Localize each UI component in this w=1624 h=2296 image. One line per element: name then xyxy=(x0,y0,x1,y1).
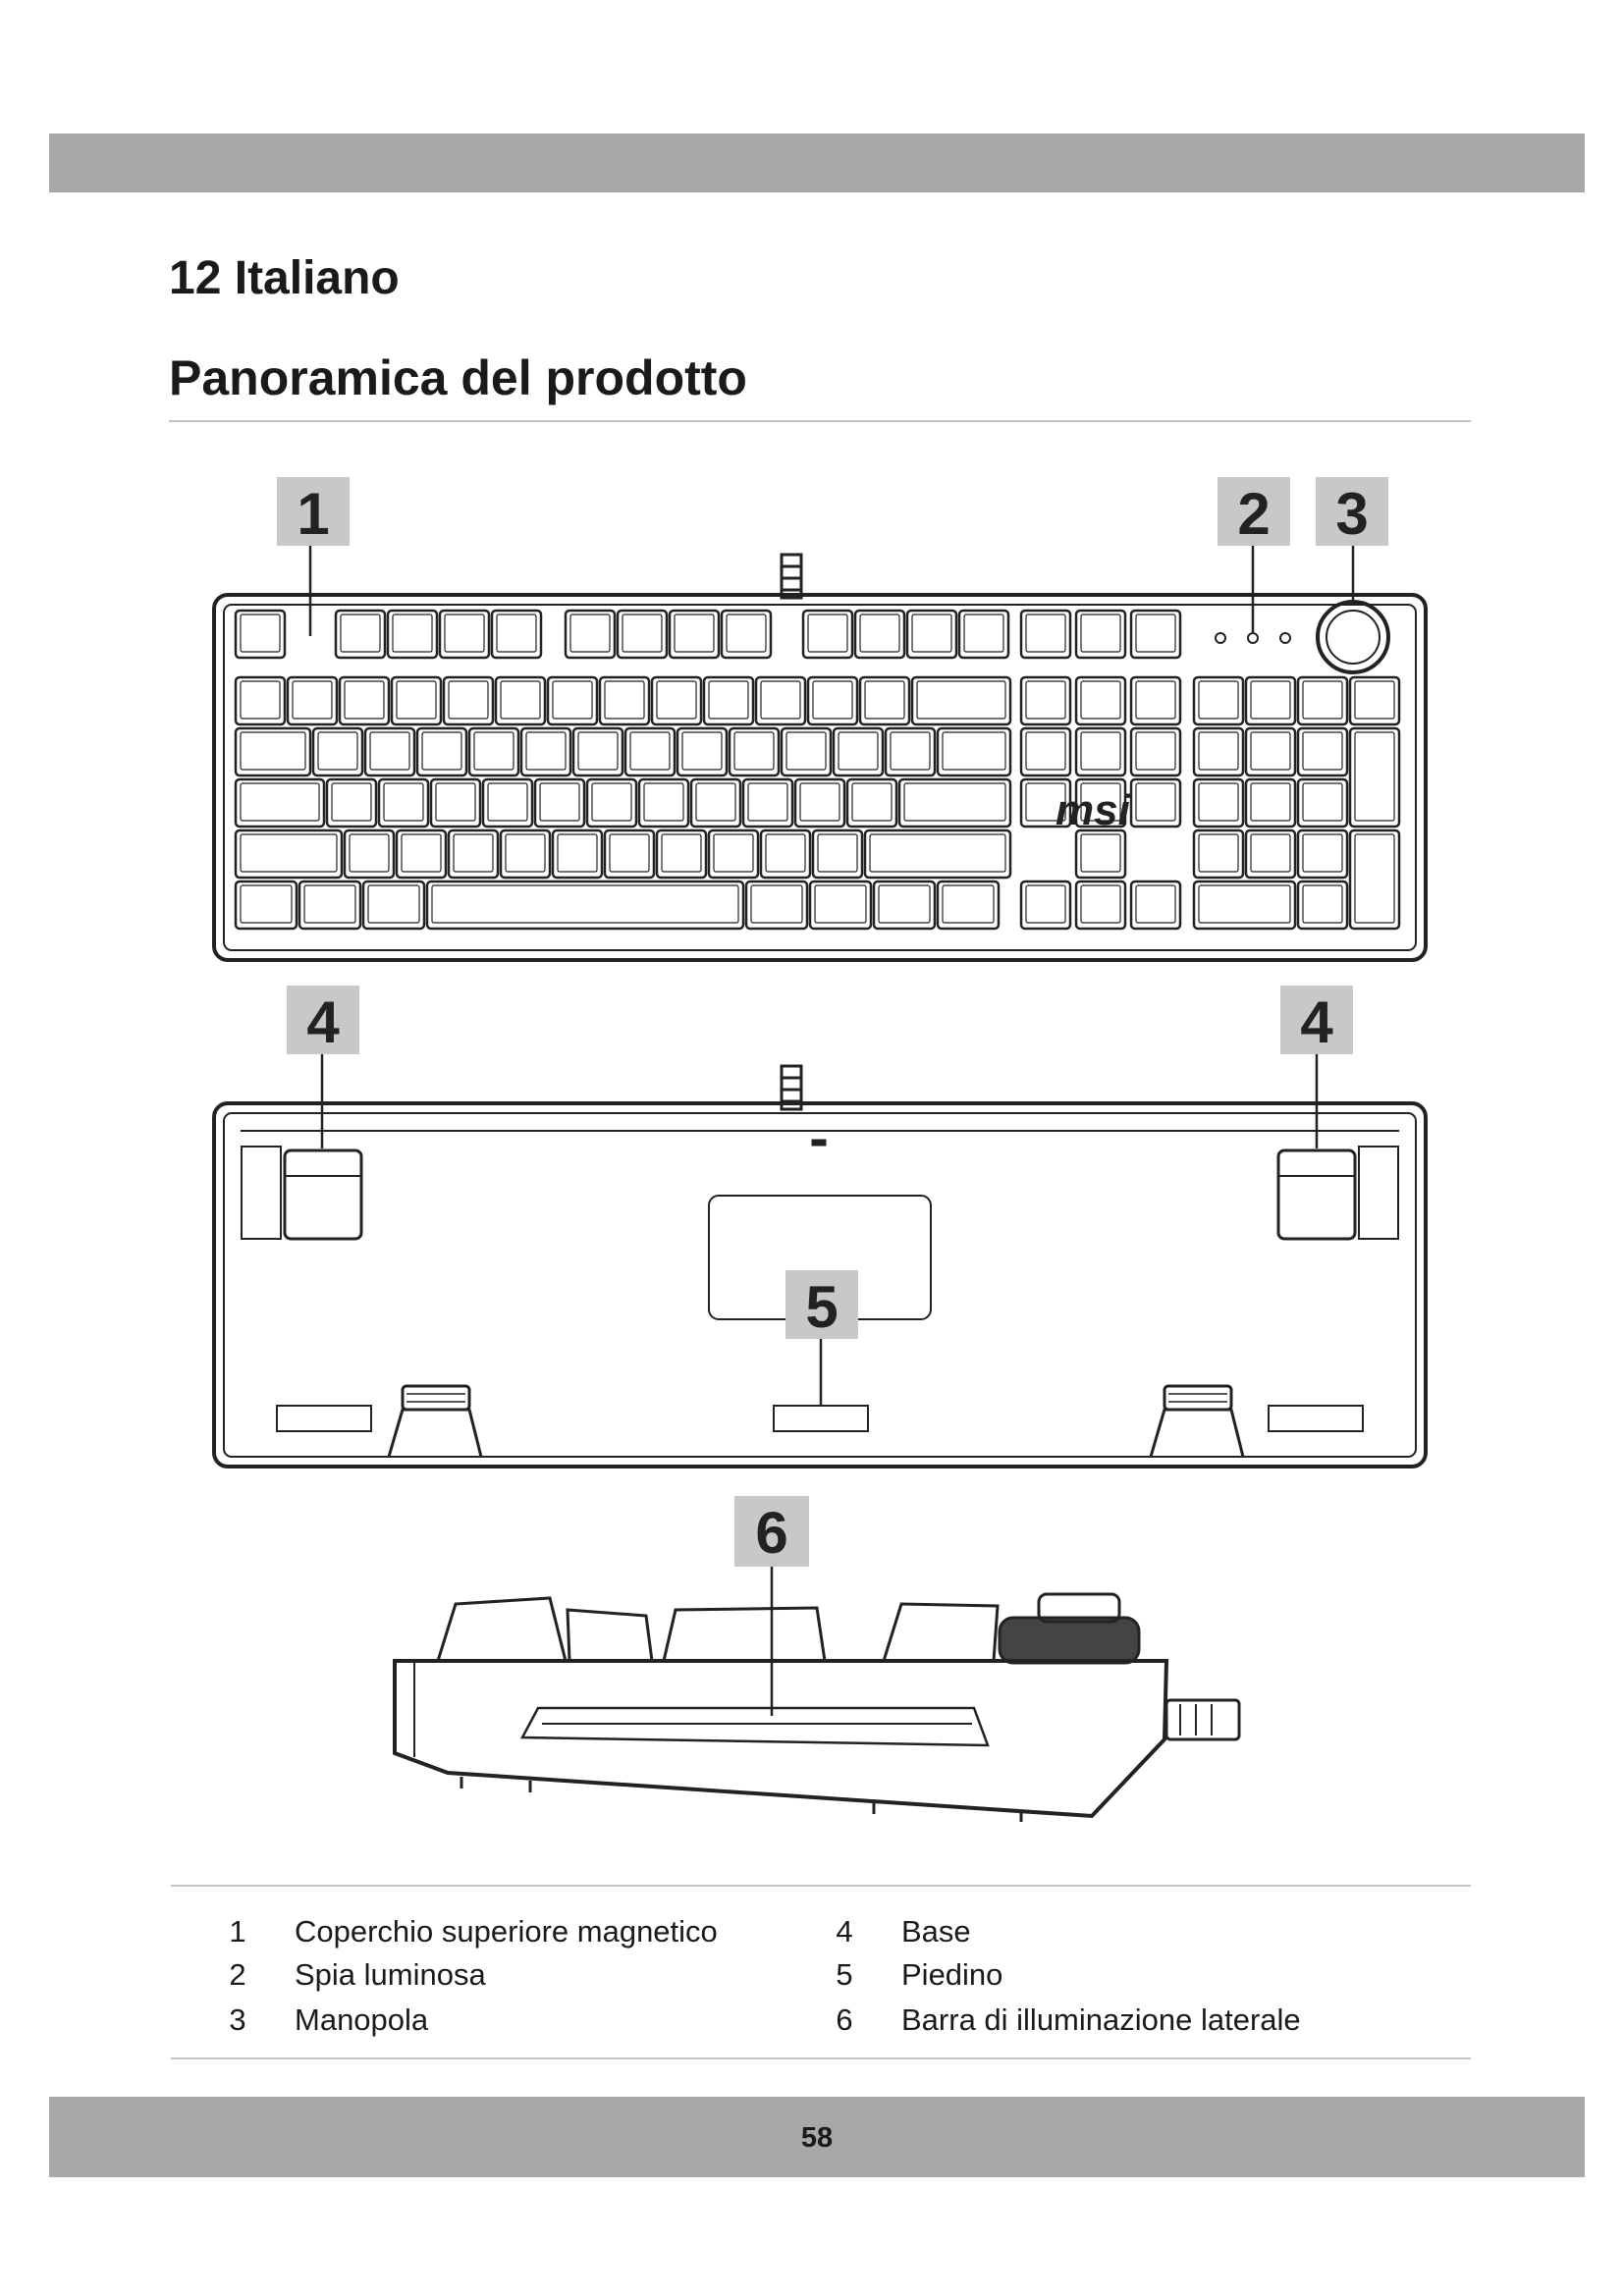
legend-bottom-divider xyxy=(171,2057,1471,2059)
svg-text:4: 4 xyxy=(306,989,340,1055)
msi-logo: msi xyxy=(1056,786,1130,834)
svg-text:5: 5 xyxy=(805,1274,839,1340)
legend-label: Barra di illuminazione laterale xyxy=(901,2002,1301,2037)
legend-number: 1 xyxy=(229,1914,246,1949)
svg-text:1: 1 xyxy=(297,481,330,547)
svg-text:2: 2 xyxy=(1237,481,1271,547)
legend-label: Manopola xyxy=(295,2002,429,2037)
legend-label: Base xyxy=(901,1914,971,1949)
legend-number: 4 xyxy=(836,1914,853,1949)
svg-text:6: 6 xyxy=(755,1500,788,1566)
legend-number: 3 xyxy=(229,2002,246,2037)
legend-label: Coperchio superiore magnetico xyxy=(295,1914,718,1949)
legend-number: 6 xyxy=(836,2002,853,2037)
section-heading: 12 Italiano xyxy=(169,252,400,304)
legend-label: Spia luminosa xyxy=(295,1957,486,1992)
legend-number: 2 xyxy=(229,1957,246,1992)
svg-text:3: 3 xyxy=(1335,481,1369,547)
legend-number: 5 xyxy=(836,1957,853,1992)
footer-band xyxy=(49,2097,1585,2177)
legend-label: Piedino xyxy=(901,1957,1003,1992)
svg-text:4: 4 xyxy=(1300,989,1333,1055)
page-subheading: Panoramica del prodotto xyxy=(169,350,747,405)
page-number: 58 xyxy=(800,2122,834,2154)
